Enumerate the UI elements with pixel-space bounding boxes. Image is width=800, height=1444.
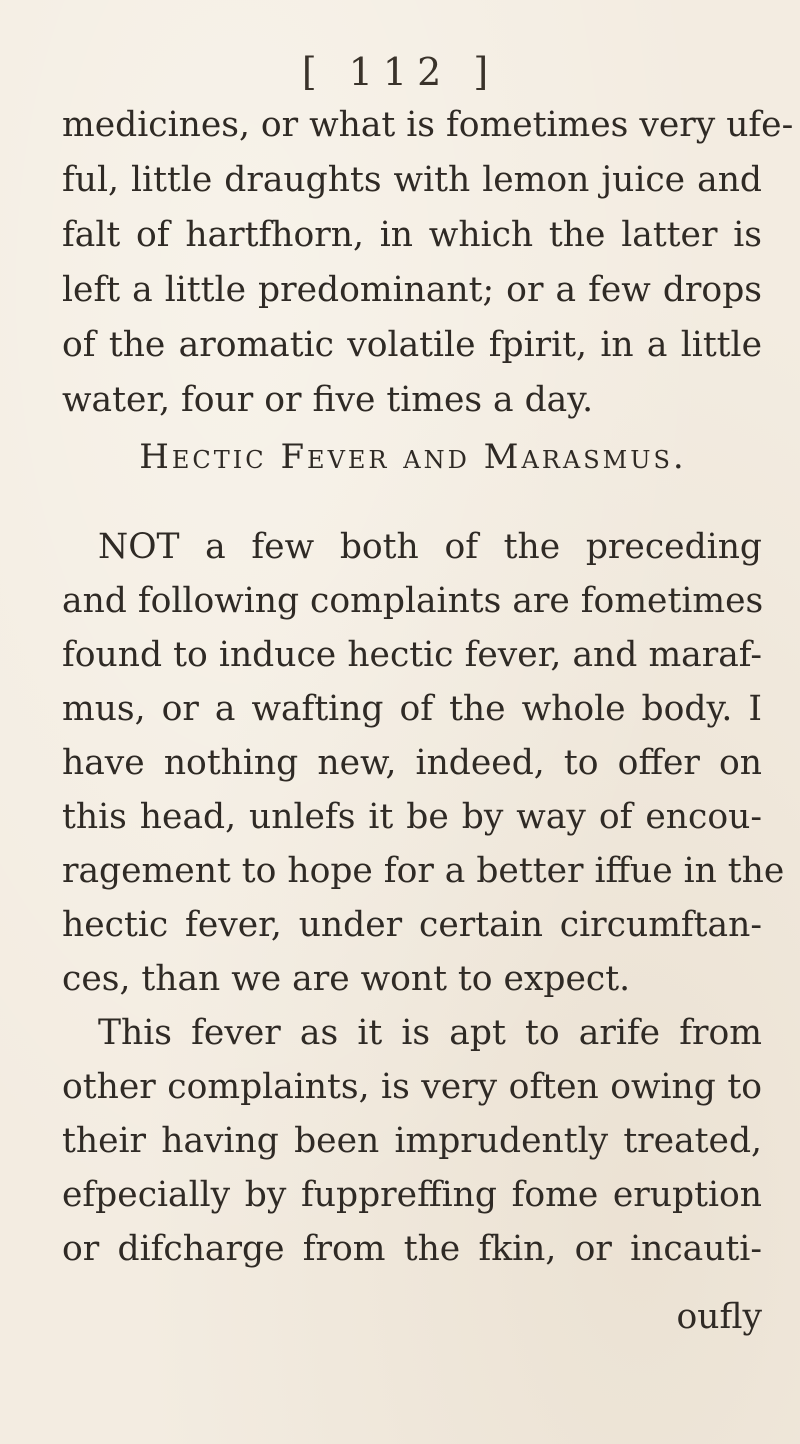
catchword: oufly [676,1297,762,1337]
text-line: or difcharge from the fkin, or incauti- [62,1229,762,1269]
text-line: their having been imprudently treated, [62,1121,762,1161]
text-line: found to induce hectic fever, and maraf- [62,635,762,675]
text-line: of the aromatic volatile fpirit, in a little [62,325,762,365]
text-line: falt of hartfhorn, in which the latter is [62,215,762,255]
text-line: This fever as it is apt to arife from [98,1013,762,1053]
text-line: this head, unlefs it be by way of encou- [62,797,762,837]
text-line: ces, than we are wont to expect. [62,959,631,999]
text-line: medicines, or what is fometimes very ufe- [62,105,794,145]
text-line: ful, little draughts with lemon juice and [62,160,762,200]
text-line: ragement to hope for a better iffue in the [62,851,785,891]
text-line: NOT a few both of the preceding [98,527,762,567]
text-line: mus, or a wafting of the whole body. I [62,689,762,729]
text-line: have nothing new, indeed, to offer on [62,743,762,783]
text-line: left a little predominant; or a few drops [62,270,762,310]
text-line: water, four or five times a day. [62,380,594,420]
text-line: efpecially by fuppreffing fome eruption [62,1175,762,1215]
section-heading: Hectic Fever and Marasmus. [139,437,687,477]
text-line: hectic fever, under certain circumftan- [62,905,762,945]
text-line: and following complaints are fometimes [62,581,764,621]
text-line: other complaints, is very often owing to [62,1067,762,1107]
page-number-header: [ 112 ] [301,50,499,94]
